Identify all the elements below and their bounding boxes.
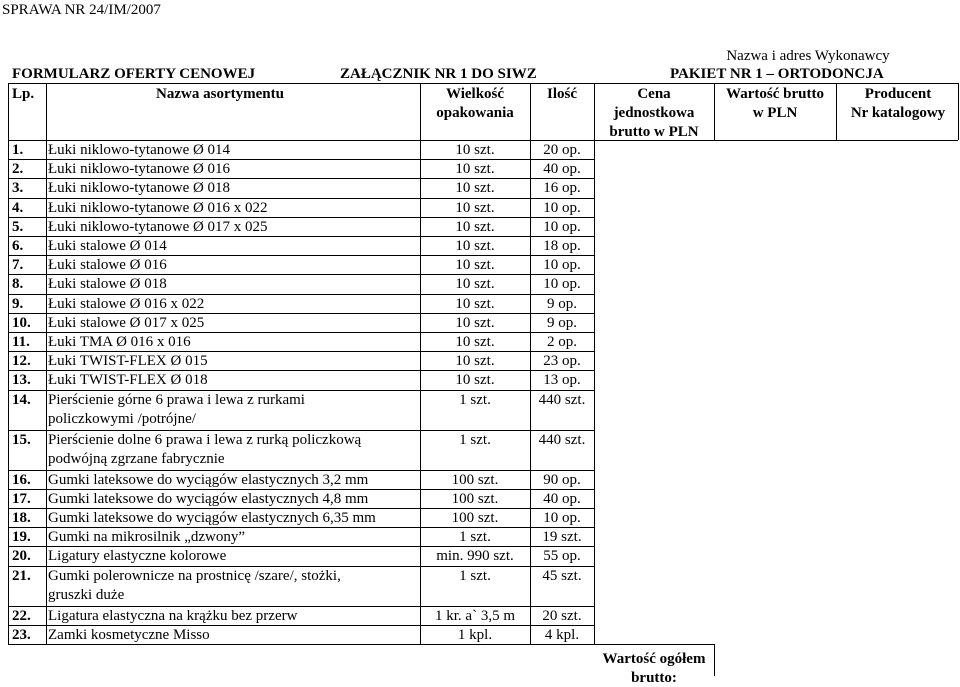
col-divider <box>594 83 595 644</box>
row-name: Ligatura elastyczna na krążku bez przerw <box>48 607 298 624</box>
row-pack: 1 szt. <box>459 431 491 448</box>
row-qty: 40 op. <box>543 161 581 178</box>
row-pack: 10 szt. <box>455 353 495 370</box>
total-label: Wartość ogółem <box>602 651 706 667</box>
row-qty: 10 op. <box>543 276 581 293</box>
row-qty: 20 szt. <box>542 607 582 624</box>
row-lp: 19. <box>12 529 31 546</box>
row-name-cont: gruszki duże <box>48 586 125 603</box>
row-qty: 90 op. <box>543 471 581 488</box>
col-pack-header: Wielkość <box>445 86 505 102</box>
row-pack: 1 kpl. <box>457 626 493 643</box>
row-pack: 10 szt. <box>455 295 495 312</box>
col-pack-header-2: opakowania <box>436 105 514 121</box>
col-divider <box>958 83 959 140</box>
total-right <box>714 644 715 676</box>
row-lp: 7. <box>12 257 24 274</box>
row-pack: 10 szt. <box>455 142 495 158</box>
col-price-header-3: brutto w PLN <box>609 124 699 140</box>
row-name: Gumki lateksowe do wyciągów elastycznych 6,35 mm <box>48 510 376 526</box>
row-qty: 9 op. <box>547 295 577 312</box>
row-qty: 10 op. <box>543 218 581 235</box>
row-lp: 10. <box>12 314 31 331</box>
contractor-label: Nazwa i adres Wykonawcy <box>726 48 890 64</box>
col-qty-header: Ilość <box>547 86 577 102</box>
row-name-cont: policzkowymi /potrójne/ <box>48 410 196 427</box>
row-lp: 6. <box>12 238 24 254</box>
package-label: PAKIET NR 1 – ORTODONCJA <box>670 66 884 82</box>
row-qty: 45 szt. <box>542 567 582 584</box>
row-name: Łuki niklowo-tytanowe Ø 018 <box>48 180 231 197</box>
row-qty: 4 kpl. <box>544 626 580 643</box>
row-name: Pierścienie górne 6 prawa i lewa z rurkami <box>48 391 305 408</box>
row-lp: 9. <box>12 295 24 312</box>
col-value-header-2: w PLN <box>752 105 798 121</box>
total-top <box>594 644 714 645</box>
row-name: Łuki stalowe Ø 017 x 025 <box>48 314 205 331</box>
row-lp: 8. <box>12 276 24 293</box>
row-pack: 10 szt. <box>455 180 495 197</box>
header-bottom-right <box>594 140 958 141</box>
row-name: Łuki niklowo-tytanowe Ø 017 x 025 <box>48 218 268 235</box>
col-divider <box>714 83 715 140</box>
col-divider <box>8 83 9 644</box>
row-name: Łuki stalowe Ø 018 <box>48 276 167 293</box>
row-lp: 12. <box>12 353 31 370</box>
row-pack: 100 szt. <box>451 490 499 507</box>
row-name: Zamki kosmetyczne Misso <box>48 626 210 643</box>
col-divider <box>420 83 421 644</box>
row-pack: 10 szt. <box>455 314 495 331</box>
row-lp: 15. <box>12 431 31 448</box>
row-lp: 13. <box>12 372 31 389</box>
col-lp-header: Lp. <box>12 86 35 102</box>
row-qty: 10 op. <box>543 510 581 526</box>
header-top-line <box>8 83 958 84</box>
row-qty: 440 szt. <box>538 431 586 448</box>
row-lp: 1. <box>12 142 24 158</box>
row-name: Łuki niklowo-tytanowe Ø 016 <box>48 161 231 178</box>
col-divider <box>836 83 837 140</box>
header-bottom-line <box>8 140 594 141</box>
col-producer-header-2: Nr katalogowy <box>850 105 946 121</box>
row-name: Łuki TWIST-FLEX Ø 018 <box>48 372 208 389</box>
col-price-header-2: jednostkowa <box>613 105 695 121</box>
row-pack: 10 szt. <box>455 199 495 216</box>
total-label-2: brutto: <box>631 670 677 686</box>
row-lp: 3. <box>12 180 24 197</box>
row-qty: 10 op. <box>543 257 581 274</box>
row-pack: 1 kr. a` 3,5 m <box>435 607 515 624</box>
row-pack: 10 szt. <box>455 218 495 235</box>
row-lp: 2. <box>12 161 24 178</box>
row-lp: 20. <box>12 548 31 565</box>
col-divider <box>530 83 531 644</box>
row-name: Łuki niklowo-tytanowe Ø 014 <box>48 142 231 158</box>
row-qty: 18 op. <box>543 238 581 254</box>
row-name: Łuki stalowe Ø 014 <box>48 238 167 254</box>
row-pack: 100 szt. <box>451 510 499 526</box>
row-lp: 22. <box>12 607 31 624</box>
row-name: Łuki TMA Ø 016 x 016 <box>48 334 191 350</box>
row-lp: 17. <box>12 490 31 507</box>
row-name: Ligatury elastyczne kolorowe <box>48 548 227 565</box>
row-name-cont: podwójną zgrzane fabrycznie <box>48 450 225 467</box>
row-lp: 18. <box>12 510 31 526</box>
row-name: Łuki niklowo-tytanowe Ø 016 x 022 <box>48 199 268 216</box>
col-value-header: Wartość brutto <box>726 86 824 102</box>
row-name: Gumki lateksowe do wyciągów elastycznych 3,2 mm <box>48 471 369 488</box>
row-lp: 5. <box>12 218 24 235</box>
row-pack: 10 szt. <box>455 334 495 350</box>
table-bottom <box>8 644 594 645</box>
row-pack: 1 szt. <box>459 391 491 408</box>
row-name: Gumki polerownicze na prostnicę /szare/, stożki, <box>48 567 341 584</box>
row-qty: 55 op. <box>543 548 581 565</box>
row-pack: 10 szt. <box>455 238 495 254</box>
col-name-header: Nazwa asortymentu <box>156 86 284 102</box>
row-qty: 20 op. <box>543 142 581 158</box>
row-lp: 21. <box>12 567 31 584</box>
row-pack: 1 szt. <box>459 529 491 546</box>
row-pack: 10 szt. <box>455 161 495 178</box>
row-name: Łuki TWIST-FLEX Ø 015 <box>48 353 208 370</box>
col-divider <box>46 83 47 644</box>
row-qty: 23 op. <box>543 353 581 370</box>
row-qty: 13 op. <box>543 372 581 389</box>
col-price-header: Cena <box>637 86 671 102</box>
row-pack: 1 szt. <box>459 567 491 584</box>
form-title: FORMULARZ OFERTY CENOWEJ <box>12 66 256 82</box>
case-number: SPRAWA NR 24/IM/2007 <box>2 2 161 18</box>
row-qty: 2 op. <box>547 334 577 350</box>
row-name: Łuki stalowe Ø 016 x 022 <box>48 295 205 312</box>
row-name: Gumki lateksowe do wyciągów elastycznych 4,8 mm <box>48 490 369 507</box>
attachment-label: ZAŁĄCZNIK NR 1 DO SIWZ <box>340 66 537 82</box>
row-lp: 16. <box>12 471 31 488</box>
row-qty: 440 szt. <box>538 391 586 408</box>
row-pack: 10 szt. <box>455 372 495 389</box>
row-pack: 10 szt. <box>455 276 495 293</box>
row-name: Pierścienie dolne 6 prawa i lewa z rurką policzkową <box>48 431 362 448</box>
row-pack: min. 990 szt. <box>436 548 514 565</box>
row-lp: 11. <box>12 334 30 350</box>
row-lp: 23. <box>12 626 31 643</box>
row-qty: 10 op. <box>543 199 581 216</box>
row-qty: 40 op. <box>543 490 581 507</box>
row-name: Łuki stalowe Ø 016 <box>48 257 167 274</box>
row-lp: 4. <box>12 199 24 216</box>
row-qty: 16 op. <box>543 180 581 197</box>
row-name: Gumki na mikrosilnik „dzwony” <box>48 529 246 546</box>
row-qty: 19 szt. <box>542 529 582 546</box>
row-pack: 10 szt. <box>455 257 495 274</box>
row-lp: 14. <box>12 391 31 408</box>
row-qty: 9 op. <box>547 314 577 331</box>
col-producer-header: Producent <box>864 86 932 102</box>
row-pack: 100 szt. <box>451 471 499 488</box>
